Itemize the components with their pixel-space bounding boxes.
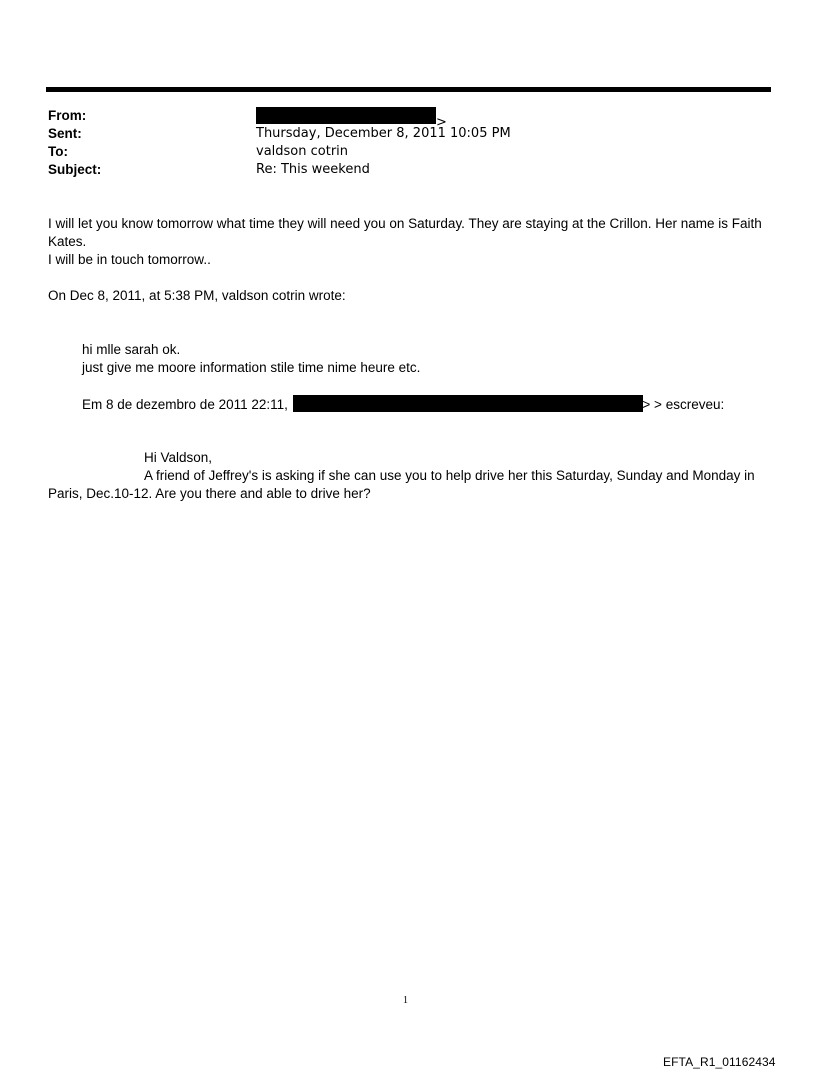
nested-intro xyxy=(82,395,724,414)
body-line-3: I will be in touch tomorrow.. xyxy=(48,252,211,267)
from-suffix: > xyxy=(436,115,447,130)
reply-line-1: hi mlle sarah ok. xyxy=(82,342,181,357)
nested-intro-suffix: > > escreveu: xyxy=(642,397,725,412)
body-line-2: Kates. xyxy=(48,234,87,249)
reply-line-2: just give me moore information stile time nime heure etc. xyxy=(82,360,421,375)
to-label: To: xyxy=(48,144,68,159)
subject-value: Re: This weekend xyxy=(256,162,370,177)
to-value: valdson cotrin xyxy=(256,144,349,159)
nested-line-1: A friend of Jeffrey's is asking if she can use you to help drive her this Saturday, Sunday and Monday in xyxy=(144,468,755,483)
sent-label: Sent: xyxy=(48,126,82,141)
subject-label: Subject: xyxy=(48,162,102,177)
nested-greeting: Hi Valdson, xyxy=(144,450,213,465)
sender-redaction xyxy=(293,395,643,412)
from-label: From: xyxy=(48,108,87,123)
body-line-1: I will let you know tomorrow what time they will need you on Saturday. They are staying at the Crillon. Her name is Faith xyxy=(48,216,762,231)
from-value xyxy=(256,107,447,130)
nested-line-2: Paris, Dec.10-12. Are you there and able to drive her? xyxy=(48,486,371,501)
nested-intro-prefix: Em 8 de dezembro de 2011 22:11, xyxy=(82,397,288,412)
quote-intro: On Dec 8, 2011, at 5:38 PM, valdson cotrin wrote: xyxy=(48,288,346,303)
from-redaction xyxy=(256,107,436,124)
header-rule xyxy=(46,87,771,92)
bates-number: EFTA_R1_01162434 xyxy=(663,1055,776,1069)
sent-value: Thursday, December 8, 2011 10:05 PM xyxy=(256,126,511,141)
page-number: 1 xyxy=(403,995,408,1006)
